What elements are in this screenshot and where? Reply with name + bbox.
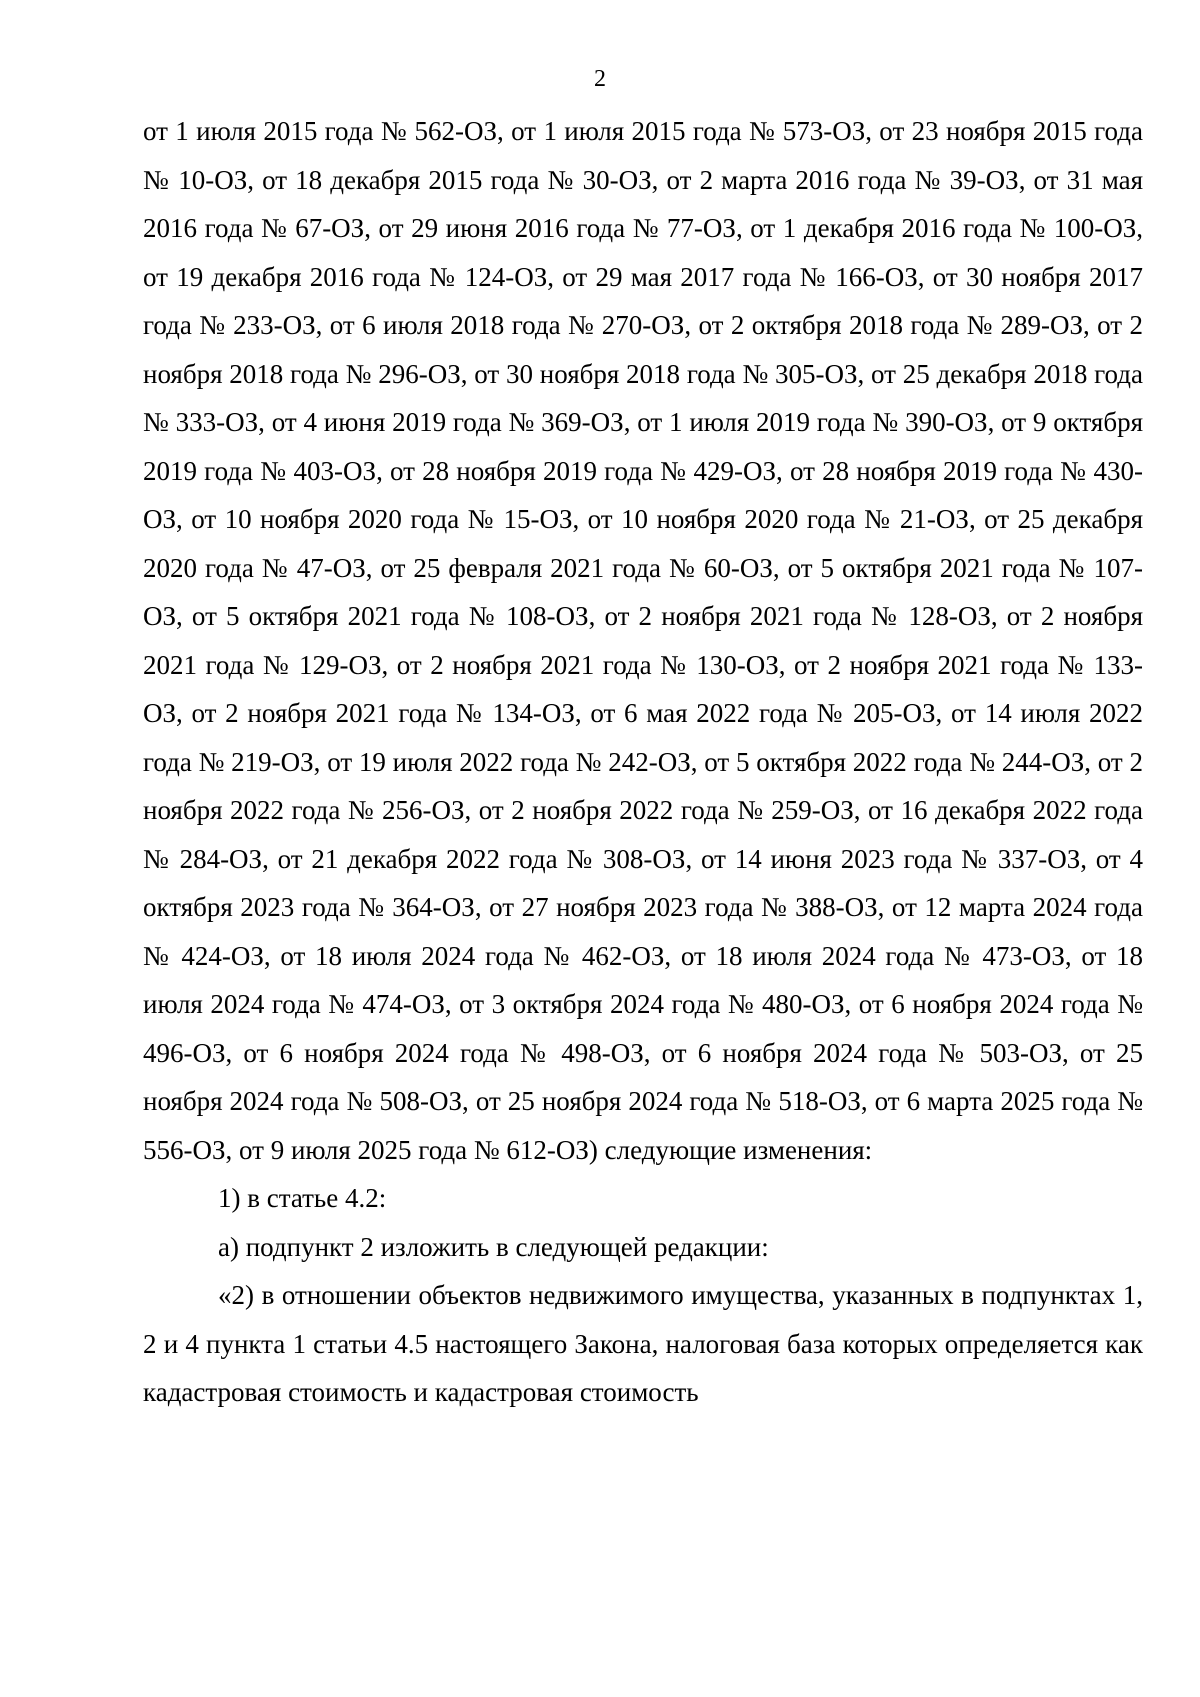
paragraph-subitem-a: а) подпункт 2 изложить в следующей редакции:: [218, 1231, 769, 1262]
document-body: [143, 107, 1143, 1417]
paragraph-article-4-2: 1) в статье 4.2:: [218, 1183, 387, 1213]
page-number: 2: [594, 66, 606, 92]
paragraph-amendments-list: от 1 июля 2015 года № 562-ОЗ, от 1 июля 2015 года № 573-ОЗ, от 23 ноября 2015 года № 10-ОЗ, от 18 декабря 2015 года № 30-ОЗ, от 2 марта 2016 года № 39-ОЗ, от 31 мая 2016 года № 67-ОЗ, от 29 июня 2016 года № 77-ОЗ, от 1 декабря 2016 года № 100-ОЗ, от 19 декабря 2016 года № 124-ОЗ, от 29 мая 2017 года № 166-ОЗ, от 30 ноября 2017 года № 233-ОЗ, от 6 июля 2018 года № 270-ОЗ, от 2 октября 2018 года № 289-ОЗ, от 2 ноября 2018 года № 296-ОЗ, от 30 ноября 2018 года № 305-ОЗ, от 25 декабря 2018 года № 333-ОЗ, от 4 июня 2019 года № 369-ОЗ, от 1 июля 2019 года № 390-ОЗ, от 9 октября 2019 года № 403-ОЗ, от 28 ноября 2019 года № 429-ОЗ, от 28 ноября 2019 года № 430-ОЗ, от 10 ноября 2020 года № 15-ОЗ, от 10 ноября 2020 года № 21-ОЗ, от 25 декабря 2020 года № 47-ОЗ, от 25 февраля 2021 года № 60-ОЗ, от 5 октября 2021 года № 107-ОЗ, от 5 октября 2021 года № 108-ОЗ, от 2 ноября 2021 года № 128-ОЗ, от 2 ноября 2021 года № 129-ОЗ, от 2 ноября 2021 года № 130-ОЗ, от 2 ноября 2021 года № 133-ОЗ, от 2 ноября 2021 года № 134-ОЗ, от 6 мая 2022 года № 205-ОЗ, от 14 июля 2022 года № 219-ОЗ, от 19 июля 2022 года № 242-ОЗ, от 5 октября 2022 года № 244-ОЗ, от 2 ноября 2022 года № 256-ОЗ, от 2 ноября 2022 года № 259-ОЗ, от 16 декабря 2022 года № 284-ОЗ, от 21 декабря 2022 года № 308-ОЗ, от 14 июня 2023 года № 337-ОЗ, от 4 октября 2023 года № 364-ОЗ, от 27 ноября 2023 года № 388-ОЗ, от 12 марта 2024 года № 424-ОЗ, от 18 июля 2024 года № 462-ОЗ, от 18 июля 2024 года № 473-ОЗ, от 18 июля 2024 года № 474-ОЗ, от 3 октября 2024 года № 480-ОЗ, от 6 ноября 2024 года № 496-ОЗ, от 6 ноября 2024 года № 498-ОЗ, от 6 ноября 2024 года № 503-ОЗ, от 25 ноября 2024 года № 508-ОЗ, от 25 ноября 2024 года № 518-ОЗ, от 6 марта 2025 года № 556-ОЗ, от 9 июля 2025 года № 612-ОЗ) следующие изменения:: [143, 116, 1143, 1165]
paragraph-subitem-2-text: «2) в отношении объектов недвижимого имущества, указанных в подпунктах 1, 2 и 4 пункта 1 статьи 4.5 настоящего Закона, налоговая база которых определяется как кадастровая стоимость и кадастровая стоимость: [143, 1280, 1143, 1407]
